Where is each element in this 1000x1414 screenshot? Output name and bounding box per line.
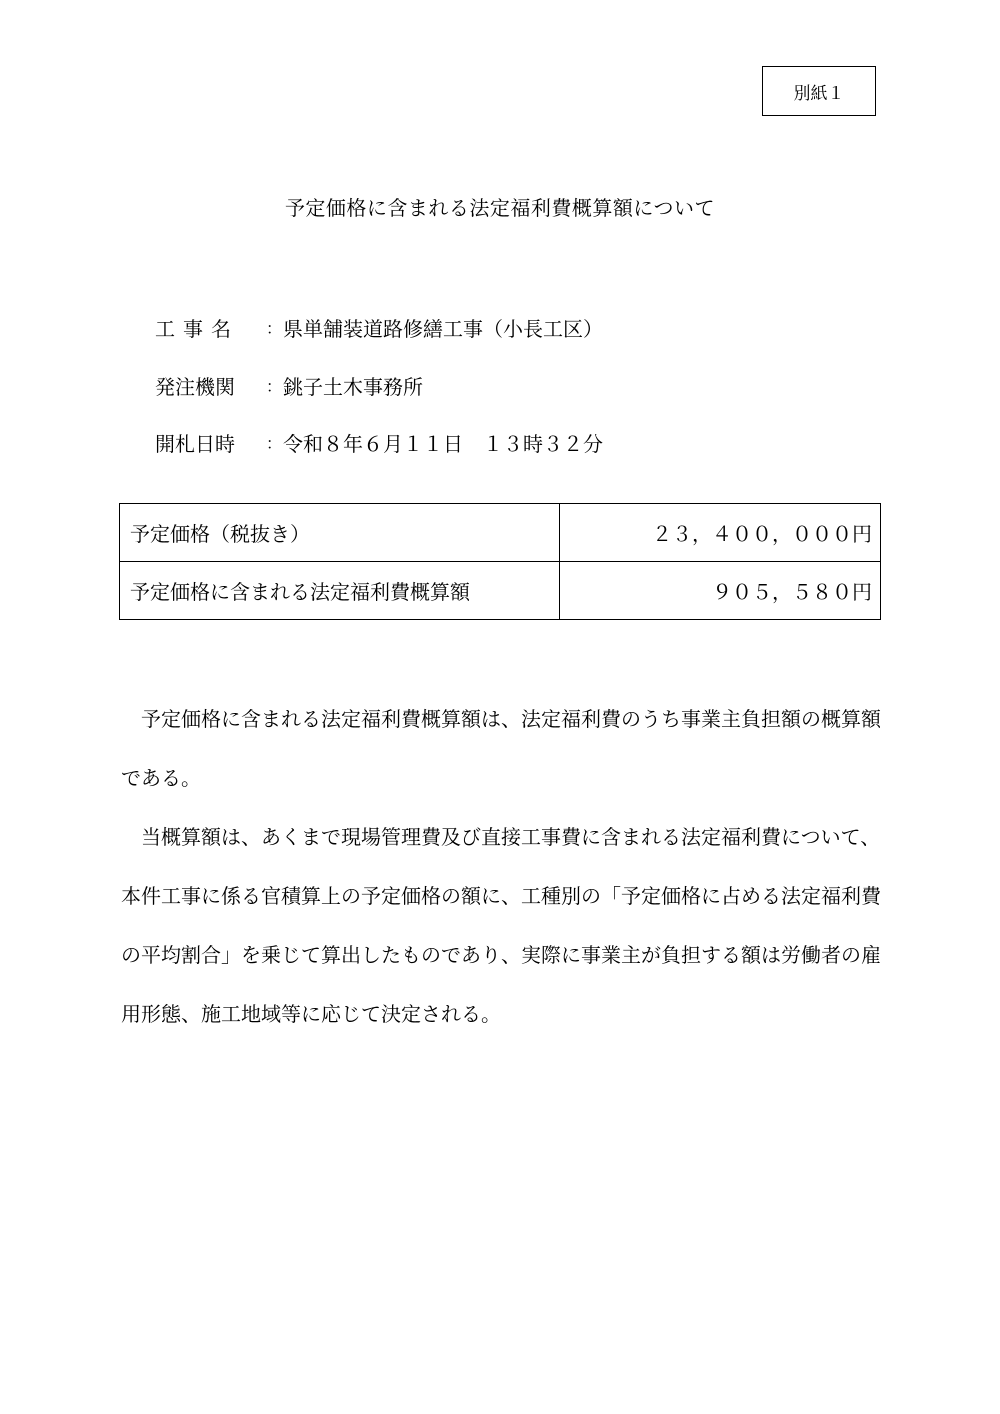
table-row — [120, 504, 881, 562]
colon: ： — [265, 318, 282, 338]
paragraph: 予定価格に含まれる法定福利費概算額は、法定福利費のうち事業主負担額の概算額である。 — [121, 707, 881, 790]
body-text — [121, 690, 883, 1044]
project-name-value: 県単舗装道路修繕工事（小長工区） — [283, 316, 603, 341]
colon: ： — [265, 376, 282, 396]
info-row-bid-opening — [155, 427, 603, 457]
info-row-ordering-agency — [155, 370, 423, 400]
attachment-label: 別紙１ — [762, 66, 876, 116]
document-title: 予定価格に含まれる法定福利費概算額について — [284, 196, 716, 220]
price-table — [119, 503, 881, 620]
bid-opening-label: 開札日時 — [155, 431, 235, 456]
ordering-agency-value: 銚子土木事務所 — [283, 374, 423, 399]
project-name-label: 工事名 — [155, 316, 239, 341]
paragraph: 当概算額は、あくまで現場管理費及び直接工事費に含まれる法定福利費について、本件工事に係る官積算上の予定価格の額に、工種別の「予定価格に占める法定福利費の平均割合」を乗じて算出したものであり、実際に事業主が負担する額は労働者の雇用形態、施工地域等に応じて決定される。 — [121, 825, 881, 1026]
table-cell-label: 予定価格に含まれる法定福利費概算額 — [120, 562, 560, 620]
table-cell-value: ９０５，５８０円 — [560, 562, 881, 620]
table-cell-value: ２３，４００，０００円 — [560, 504, 881, 562]
ordering-agency-label: 発注機関 — [155, 374, 235, 399]
table-row — [120, 562, 881, 620]
colon: ： — [265, 433, 282, 453]
info-row-project-name — [155, 312, 603, 342]
table-cell-label: 予定価格（税抜き） — [120, 504, 560, 562]
bid-opening-value: 令和８年６月１１日 １３時３２分 — [283, 431, 603, 456]
